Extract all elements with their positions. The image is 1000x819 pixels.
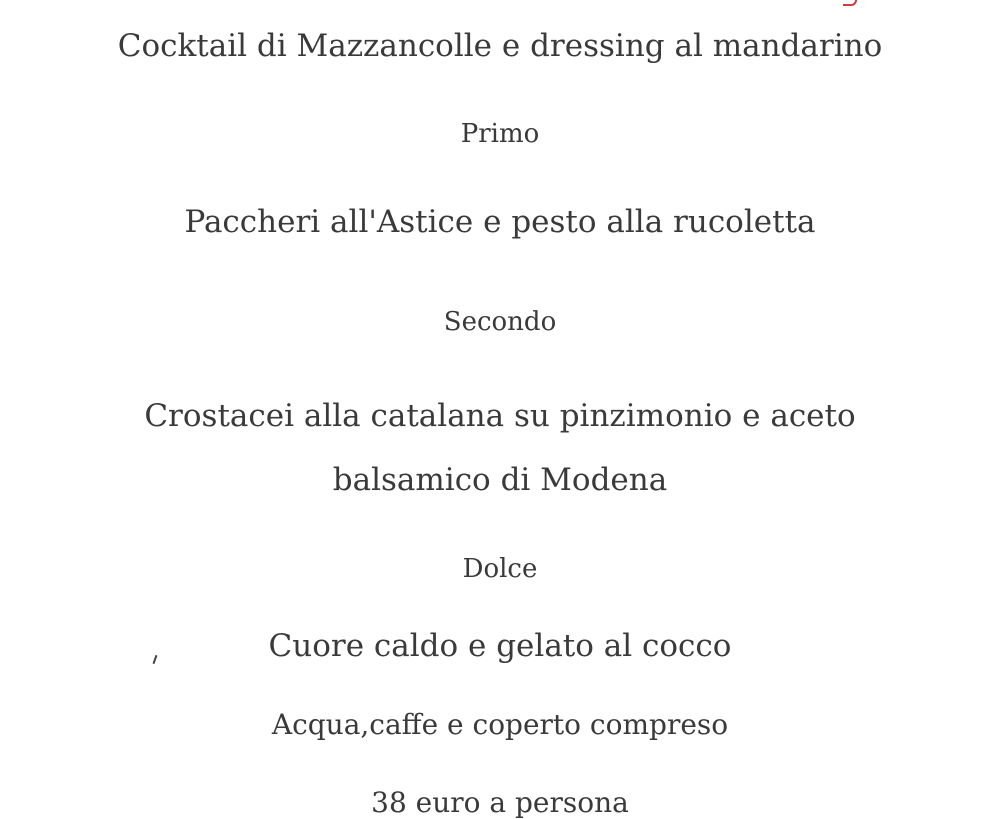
red-corner-mark	[843, 0, 857, 6]
primo-dish: Paccheri all'Astice e pesto alla rucoletta	[184, 204, 816, 240]
secondo-heading: Secondo	[443, 307, 557, 337]
included-note: Acqua,caffe e coperto compreso	[271, 708, 729, 741]
primo-heading: Primo	[460, 119, 540, 149]
secondo-dish-line-2: balsamico di Modena	[332, 462, 668, 498]
antipasto-dish: Cocktail di Mazzancolle e dressing al mandarino	[117, 28, 883, 64]
dolce-dish: Cuore caldo e gelato al cocco	[268, 628, 732, 664]
price-line: 38 euro a persona	[371, 786, 629, 819]
secondo-dish-line-1: Crostacei alla catalana su pinzimonio e aceto	[144, 398, 856, 434]
dolce-heading: Dolce	[462, 554, 538, 584]
